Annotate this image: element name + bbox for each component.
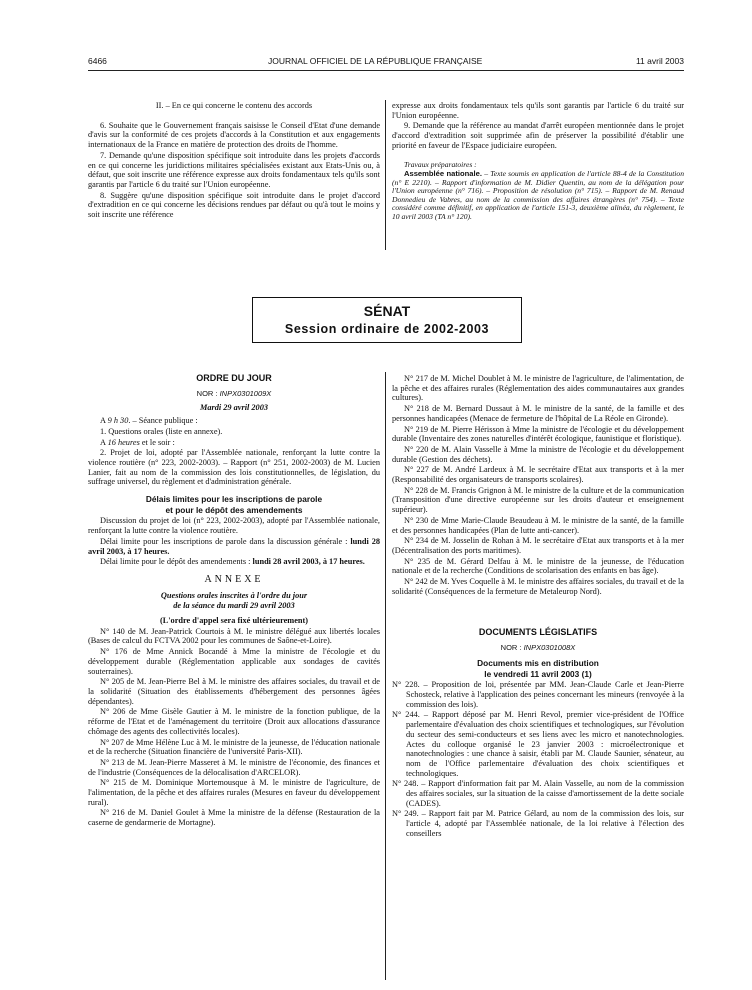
paragraph-9: 9. Demande que la référence au mandat d'arrêt européen mentionnée dans le projet d'accord d'extradition soit supprimée afin de préserver la possibilité d'établir une priorité en faveur de l'Espace judiciaire européen.: [392, 121, 684, 150]
question-216: N° 216 de M. Daniel Goulet à Mme la ministre de la défense (Restauration de la caserne de gendarmerie de Mortagne).: [88, 808, 380, 828]
session-date: Mardi 29 avril 2003: [200, 403, 268, 413]
page-number: 6466: [88, 56, 107, 66]
top-right-column: [392, 101, 684, 223]
documents-list: [392, 680, 684, 838]
document-248: N° 248. – Rapport d'information fait par M. Alain Vasselle, au nom de la commission des affaires sociales, sur la situation de la caisse d'amortissement de la dette sociale (CADES).: [392, 779, 684, 808]
annexe-title: ANNEXE: [204, 573, 264, 585]
delais-title-2: et pour le dépôt des amendements: [165, 504, 303, 515]
issue-date: 11 avril 2003: [635, 56, 684, 66]
paragraph-6: 6. Souhaite que le Gouvernement français saisisse le Conseil d'Etat d'une demande d'avis sur la conformité de ces projets d'accords à la Constitution et aux engagements internationaux de la France en matière de protection des droits de l'homme.: [88, 120, 380, 150]
question-230: N° 230 de Mme Marie-Claude Beaudeau à M. le ministre de la santé, de la famille et des personnes handicapées (Plan de lutte anti-cancer).: [392, 515, 684, 535]
nor-value: INPX0301009X: [219, 388, 272, 398]
right-column: N° 217 de M. Michel Doublet à M. le ministre de l'agriculture, de l'alimentation, de la pêche et des affaires rurales (Réglementation des aides communautaires aux grandes cultures). N° 218 de M. Bernard Dussaut à M. le ministre de la santé, de la famille et des personnes handicapées (Menace de fermeture de l'hôpital de La Réole en Gironde). N° 219 de M. Pierre Hérisson à Mme la ministre de l'écologie et du développement durable (Inventaire des zones naturelles d'intérêt écologique, faunistique et floristique). N° 220 de M. Alain Vasselle à Mme la ministre de l'écologie et du développement durable (Gestion des déchets). N° 227 de M. André Lardeux à M. le secrétaire d'Etat aux transports et à la mer (Responsabilité des organisateurs de transports scolaires). N° 228 de M. Francis Grignon à M. le ministre de la culture et de la communication (Transposition d'une directive européenne sur les droits d'auteur et enseignement supérieur). N° 230 de Mme Marie-Claude Beaudeau à M. le ministre de la santé, de la famille et des personnes handicapées (Plan de lutte anti-cancer). N° 234 de M. Josselin de Rohan à M. le secrétaire d'Etat aux transports et à la mer (Décentralisation des ports maritimes). N° 235 de M. Gérard Delfau à M. le ministre de la jeunesse, de l'éducation nationale et de la recherche (Conditions de scolarisation des enfants en bas âge). N° 242 de M. Yves Coquelle à M. le ministre des affaires sociales, du travail et de la solidarité (Conséquences de la fermeture de Metaleurop Nord). DOCUMENTS LÉGISLATIFS NOR : INPX0301008X Documents mis en distribution le vendredi 11 avril 2003 (1) N° 228. – Proposition de loi, présentée par MM. Jean-Claude Carle et Jean-Pierre Schosteck, relative à l'application des peines concernant les mineurs (renvoyée à la commission des lois). N° 244. – Rapport déposé par M. Henri Revol, premier vice-président de l'Office parlementaire d'évaluation des choix scientifiques et technologiques, sur l'évolution du secteur des semi-conducteurs et ses liens avec les micro et nanotechnologies. Actes du colloque organisé le 23 janvier 2003 : microélectronique et nanotechnologies : une chance à saisir, établi par M. Claude Saunier, sénateur, au nom de l'Office parlementaire d'évaluation des choix scientifiques et technologiques. N° 248. – Rapport d'information fait par M. Alain Vasselle, au nom de la commission des affaires sociales, sur la situation de la caisse d'amortissement de la dette sociale (CADES). N° 249. – Rapport fait par M. Patrice Gélard, au nom de la commission des lois, sur l'article 4, adopté par l'Assemblée nationale, de la loi relative à l'élection des conseillers: [392, 374, 684, 838]
column-divider: [385, 372, 386, 980]
senat-title: SÉNAT: [363, 303, 411, 319]
page-header: [88, 56, 684, 68]
section-heading: II. – En ce qui concerne le contenu des accords: [155, 101, 313, 110]
questions-title-2: de la séance du mardi 29 avril 2003: [173, 601, 295, 611]
travaux-preparatoires: [392, 161, 684, 222]
journal-title: JOURNAL OFFICIEL DE LA RÉPUBLIQUE FRANÇAISE: [268, 56, 483, 66]
distribution-title-2: le vendredi 11 avril 2003 (1): [484, 668, 592, 679]
distribution-title-1: Documents mis en distribution: [477, 657, 599, 668]
question-234: N° 234 de M. Josselin de Rohan à M. le secrétaire d'Etat aux transports et à la mer (Décentralisation des ports maritimes).: [392, 536, 684, 555]
question-219: N° 219 de M. Pierre Hérisson à Mme la ministre de l'écologie et du développement durable (Inventaire des zones naturelles d'intérêt écologique, faunistique et floristique).: [392, 424, 684, 444]
top-left-column: [88, 101, 380, 221]
documents-title: DOCUMENTS LÉGISLATIFS: [478, 627, 598, 638]
paragraph-7: 7. Demande qu'une disposition spécifique soit introduite dans les projets d'accords en ce qui concerne les juridictions militaires spécialisées existant aux Etats-Unis ou, à défaut, que soit inscrite une référence expresse aux droits fondamentaux tels qu'ils sont garantis par l'article 6 du traité sur l'Union européenne.: [88, 150, 380, 189]
nor-label: NOR :: [196, 388, 220, 398]
document-249: N° 249. – Rapport fait par M. Patrice Gélard, au nom de la commission des lois, sur l'article 4, adopté par l'Assemblée nationale, de la loi relative à l'élection des conseillers: [392, 809, 684, 838]
prep-title: Travaux préparatoires :: [404, 159, 477, 169]
questions-note: (L'ordre d'appel sera fixé ultérieurement): [159, 616, 309, 626]
session-subtitle: Session ordinaire de 2002-2003: [284, 322, 490, 336]
question-227: N° 227 de M. André Lardeux à M. le secrétaire d'Etat aux transports et à la mer (Responsabilité des organisateurs de transports scolaires).: [392, 465, 684, 485]
header-rule: [88, 70, 684, 71]
ordre-du-jour-title: ORDRE DU JOUR: [196, 373, 272, 383]
question-205: N° 205 de M. Jean-Pierre Bel à M. le ministre des affaires sociales, du travail et de la solidarité (Situation des établissements d'hébergement des personnes âgées dépendantes).: [88, 677, 380, 706]
left-column: ORDRE DU JOUR NOR : INPX0301009X Mardi 29 avril 2003 A 9 h 30. – Séance publique : 1. Questions orales (liste en annexe). A 16 heures et le soir : 2. Projet de loi, adopté par l'Assemblée nationale, renforçant la lutte contre la violence routière (n° 223, 2002-2003). – Rapport (n° 251, 2002-2003) de M. Lucien Lanier, fait au nom de la commission des lois constitutionnelles, de législation, du suffrage universel, du règlement et d'administration générale. Délais limites pour les inscriptions de parole et pour le dépôt des amendements Discussion du projet de loi (n° 223, 2002-2003), adopté par l'Assemblée nationale, renforçant la lutte contre la violence routière. Délai limite pour les inscriptions de parole dans la discussion générale : lundi 28 avril 2003, à 17 heures. Délai limite pour le dépôt des amendements : lundi 28 avril 2003, à 17 heures. ANNEXE Questions orales inscrites à l'ordre du jour de la séance du mardi 29 avril 2003 (L'ordre d'appel sera fixé ultérieurement) N° 140 de M. Jean-Patrick Courtois à M. le ministre délégué aux libertés locales (Bases de calcul du FCTVA 2002 pour les communes de Saône-et-Loire). N° 176 de Mme Annick Bocandé à Mme la ministre de l'écologie et du développement durable (Réglementation applicable aux sondages de cavités souterraines). N° 205 de M. Jean-Pierre Bel à M. le ministre des affaires sociales, du travail et de la solidarité (Situation des établissements d'hébergement des personnes âgées dépendantes). N° 206 de Mme Gisèle Gautier à M. le ministre de la fonction publique, de la réforme de l'Etat et de l'aménagement du territoire (Droit aux allocations d'assurance chômage des agents des collectivités locales). N° 207 de Mme Hélène Luc à M. le ministre de la jeunesse, de l'éducation nationale et de la recherche (Situation financière de l'université Paris-XII). N° 213 de M. Jean-Pierre Masseret à M. le ministre de l'économie, des finances et de l'industrie (Conséquences de la délocalisation d'ARCELOR). N° 215 de M. Dominique Mortemousque à M. le ministre de l'agriculture, de l'alimentation, de la pêche et des affaires rurales (Mesures en faveur du développement rural). N° 216 de M. Daniel Goulet à Mme la ministre de la défense (Restauration de la caserne de gendarmerie de Mortagne).: [88, 373, 381, 828]
questions-title-1: Questions orales inscrites à l'ordre du jour: [160, 590, 308, 600]
delais-discussion: Discussion du projet de loi (n° 223, 2002-2003), adopté par l'Assemblée nationale, renforçant la lutte contre la violence routière.: [88, 516, 380, 536]
prep-lead: Assemblée nationale.: [404, 169, 482, 179]
question-207: N° 207 de Mme Hélène Luc à M. le ministre de la jeunesse, de l'éducation nationale et de la recherche (Situation financière de l'université Paris-XII).: [88, 737, 380, 757]
question-176: N° 176 de Mme Annick Bocandé à Mme la ministre de l'écologie et du développement durable (Réglementation applicable aux sondages de cavités souterraines).: [88, 647, 380, 676]
column-divider-top: [385, 100, 386, 250]
prep-text: – Texte soumis en application de l'article 88-4 de la Constitution (n° E 2210). – Rapport d'information de M. Didier Quentin, au nom de la délégation pour l'Union européenne (n° 716). – Proposition de résolution (n° 715). – Rapport de M. Renaud Donnedieu de Vabres, au nom de la commission des affaires étrangères (n° 754). – Texte considéré comme définitif, en application de l'article 151-3, deuxième alinéa, du règlement, le 10 avril 2003 (TA n° 120).: [392, 169, 685, 222]
paragraph-8: 8. Suggère qu'une disposition spécifique soit introduite dans le projet d'accord d'extradition en ce qui concerne les décisions rendues par défaut ou qu'à tout le moins y soit inscrite une référence: [88, 190, 380, 220]
document-244: N° 244. – Rapport déposé par M. Henri Revol, premier vice-président de l'Office parlementaire d'évaluation des choix scientifiques et technologiques, sur l'évolution du secteur des semi-conducteurs et ses liens avec les micro et nanotechnologies. Actes du colloque organisé le 23 janvier 2003 : microélectronique et nanotechnologies : une chance à saisir, établi par M. Claude Saunier, sénateur, au nom de l'Office parlementaire d'évaluation des choix scientifiques et technologiques.: [392, 710, 684, 778]
delais-title-1: Délais limites pour les inscriptions de parole: [145, 494, 323, 505]
question-228: N° 228 de M. Francis Grignon à M. le ministre de la culture et de la communication (Transposition d'une directive européenne sur les droits d'auteur et enseignement supérieur).: [392, 485, 684, 515]
question-235: N° 235 de M. Gérard Delfau à M. le ministre de la jeunesse, de l'éducation nationale et de la recherche (Conditions de scolarisation des enfants en bas âge).: [392, 556, 684, 576]
paragraph-continuation: expresse aux droits fondamentaux tels qu'ils sont garantis par l'article 6 du traité sur l'Union européenne.: [392, 101, 684, 120]
item-questions-orales: 1. Questions orales (liste en annexe).: [100, 426, 223, 436]
question-213: N° 213 de M. Jean-Pierre Masseret à M. le ministre de l'économie, des finances et de l'industrie (Conséquences de la délocalisation d'ARCELOR).: [88, 757, 380, 777]
docs-nor-value: INPX0301008X: [523, 643, 576, 653]
item-projet-de-loi: 2. Projet de loi, adopté par l'Assemblée nationale, renforçant la lutte contre la violence routière (n° 223, 2002-2003). – Rapport (n° 251, 2002-2003) de M. Lucien Lanier, fait au nom de la commission des lois constitutionnelles, de législation, du suffrage universel, du règlement et d'administration générale.: [88, 448, 380, 487]
senat-title-box: [252, 297, 522, 343]
question-217: N° 217 de M. Michel Doublet à M. le ministre de l'agriculture, de l'alimentation, de la pêche et des affaires rurales (Réglementation des aides communautaires aux grandes cultures).: [392, 374, 684, 403]
question-206: N° 206 de Mme Gisèle Gautier à M. le ministre de la fonction publique, de la réforme de l'Etat et de l'aménagement du territoire (Droit aux allocations d'assurance chômage des agents des collectivités locales).: [88, 707, 380, 736]
question-220: N° 220 de M. Alain Vasselle à Mme la ministre de l'écologie et du développement durable (Gestion des déchets).: [392, 444, 684, 464]
question-215: N° 215 de M. Dominique Mortemousque à M. le ministre de l'agriculture, de l'alimentation, de la pêche et des affaires rurales (Mesures en faveur du développement rural).: [88, 778, 380, 807]
question-218: N° 218 de M. Bernard Dussaut à M. le ministre de la santé, de la famille et des personnes handicapées (Menace de fermeture de l'hôpital de La Réole en Gironde).: [392, 404, 684, 423]
question-140: N° 140 de M. Jean-Patrick Courtois à M. le ministre délégué aux libertés locales (Bases de calcul du FCTVA 2002 pour les communes de Saône-et-Loire).: [88, 626, 380, 646]
document-228: N° 228. – Proposition de loi, présentée par MM. Jean-Claude Carle et Jean-Pierre Schosteck, relative à l'application des peines concernant les mineurs (renvoyée à la commission des lois).: [392, 680, 684, 709]
question-242: N° 242 de M. Yves Coquelle à M. le ministre des affaires sociales, du travail et de la solidarité (Conséquences de la fermeture de Metaleurop Nord).: [392, 577, 684, 596]
